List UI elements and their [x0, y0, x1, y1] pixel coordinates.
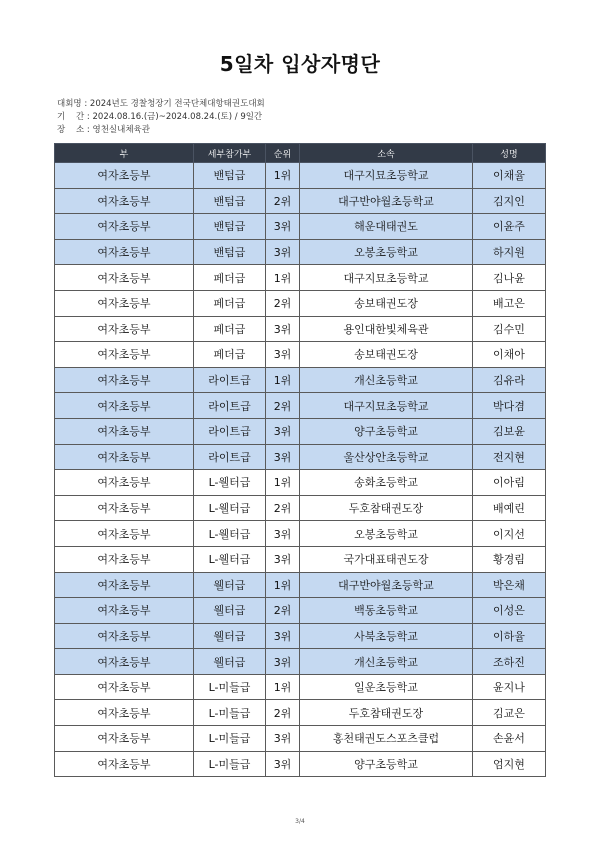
page-title: 5일차 입상자명단	[219, 52, 381, 76]
cell-category: 라이트급	[194, 393, 266, 419]
table-row	[55, 572, 546, 598]
cell-rank: 2위	[266, 393, 300, 419]
cell-category: 밴텀급	[194, 239, 266, 265]
cell-name: 손윤서	[473, 726, 546, 752]
cell-affiliation: 국가대표태권도장	[300, 546, 473, 572]
cell-division: 여자초등부	[55, 674, 194, 700]
cell-name: 이채율	[473, 163, 546, 189]
cell-rank: 2위	[266, 290, 300, 316]
cell-division: 여자초등부	[55, 316, 194, 342]
cell-name: 김유라	[473, 367, 546, 393]
cell-affiliation: 대구지묘초등학교	[300, 265, 473, 291]
cell-name: 배예린	[473, 495, 546, 521]
cell-rank: 1위	[266, 367, 300, 393]
table-row	[55, 214, 546, 240]
cell-division: 여자초등부	[55, 598, 194, 624]
cell-division: 여자초등부	[55, 367, 194, 393]
cell-rank: 3위	[266, 649, 300, 675]
venue-label: 장 소 :	[57, 125, 90, 135]
cell-name: 박다겸	[473, 393, 546, 419]
cell-category: L-미들급	[194, 726, 266, 752]
cell-division: 여자초등부	[55, 239, 194, 265]
competition-info	[57, 97, 265, 109]
cell-affiliation: 대구지묘초등학교	[300, 393, 473, 419]
cell-rank: 3위	[266, 418, 300, 444]
page-number: 3/4	[295, 818, 305, 825]
cell-category: L-미들급	[194, 700, 266, 726]
cell-category: L-웰터급	[194, 521, 266, 547]
cell-affiliation: 개신초등학교	[300, 367, 473, 393]
cell-rank: 3위	[266, 239, 300, 265]
cell-division: 여자초등부	[55, 444, 194, 470]
cell-rank: 1위	[266, 572, 300, 598]
cell-affiliation: 백동초등학교	[300, 598, 473, 624]
cell-affiliation: 대구지묘초등학교	[300, 163, 473, 189]
cell-category: L-미들급	[194, 674, 266, 700]
header-rank: 순위	[266, 144, 300, 163]
cell-rank: 1위	[266, 674, 300, 700]
cell-category: 라이트급	[194, 367, 266, 393]
cell-affiliation: 오봉초등학교	[300, 521, 473, 547]
cell-division: 여자초등부	[55, 649, 194, 675]
table-row	[55, 290, 546, 316]
cell-name: 조하진	[473, 649, 546, 675]
cell-affiliation: 일운초등학교	[300, 674, 473, 700]
table-row	[55, 521, 546, 547]
cell-rank: 3위	[266, 521, 300, 547]
cell-division: 여자초등부	[55, 214, 194, 240]
cell-rank: 1위	[266, 265, 300, 291]
table-row	[55, 367, 546, 393]
period-label: 기 간 :	[57, 112, 90, 122]
cell-category: 밴텀급	[194, 163, 266, 189]
cell-name: 박은채	[473, 572, 546, 598]
cell-affiliation: 오봉초등학교	[300, 239, 473, 265]
cell-name: 김지인	[473, 188, 546, 214]
cell-name: 김수민	[473, 316, 546, 342]
cell-category: L-웰터급	[194, 470, 266, 496]
table-row	[55, 598, 546, 624]
cell-rank: 3위	[266, 444, 300, 470]
cell-rank: 1위	[266, 470, 300, 496]
table-row	[55, 546, 546, 572]
cell-name: 이하율	[473, 623, 546, 649]
cell-name: 이지선	[473, 521, 546, 547]
table-row	[55, 649, 546, 675]
header-category: 세부참가부	[194, 144, 266, 163]
cell-name: 엄지현	[473, 751, 546, 777]
cell-rank: 3위	[266, 316, 300, 342]
cell-name: 이윤주	[473, 214, 546, 240]
table-row	[55, 751, 546, 777]
table-row	[55, 239, 546, 265]
table-row	[55, 342, 546, 368]
cell-division: 여자초등부	[55, 418, 194, 444]
cell-division: 여자초등부	[55, 700, 194, 726]
cell-rank: 3위	[266, 546, 300, 572]
results-table	[54, 143, 546, 777]
cell-category: 페더급	[194, 290, 266, 316]
cell-category: 웰터급	[194, 623, 266, 649]
cell-affiliation: 대구반야월초등학교	[300, 188, 473, 214]
competition-label: 대회명 :	[57, 99, 88, 109]
competition-name: 2024년도 경찰청장기 전국단체대항태권도대회	[89, 99, 265, 109]
period-value: 2024.08.16.(금)~2024.08.24.(토) / 9일간	[92, 112, 263, 122]
results-body	[55, 163, 546, 777]
cell-rank: 2위	[266, 188, 300, 214]
cell-division: 여자초등부	[55, 342, 194, 368]
table-row	[55, 495, 546, 521]
cell-rank: 3위	[266, 726, 300, 752]
cell-division: 여자초등부	[55, 751, 194, 777]
cell-affiliation: 송보태권도장	[300, 290, 473, 316]
cell-category: 밴텀급	[194, 214, 266, 240]
header-name: 성명	[473, 144, 546, 163]
cell-name: 이아림	[473, 470, 546, 496]
cell-division: 여자초등부	[55, 546, 194, 572]
cell-category: L-웰터급	[194, 546, 266, 572]
cell-affiliation: 개신초등학교	[300, 649, 473, 675]
cell-name: 이채아	[473, 342, 546, 368]
cell-category: 웰터급	[194, 649, 266, 675]
cell-division: 여자초등부	[55, 572, 194, 598]
cell-name: 배고은	[473, 290, 546, 316]
cell-category: 라이트급	[194, 418, 266, 444]
cell-division: 여자초등부	[55, 623, 194, 649]
venue-value: 영천실내체육관	[92, 125, 150, 135]
table-row	[55, 393, 546, 419]
cell-rank: 2위	[266, 495, 300, 521]
venue-info	[57, 123, 150, 135]
table-row	[55, 418, 546, 444]
cell-affiliation: 홍천태권도스포츠클럽	[300, 726, 473, 752]
cell-rank: 3위	[266, 623, 300, 649]
cell-affiliation: 송보태권도장	[300, 342, 473, 368]
cell-category: 웰터급	[194, 598, 266, 624]
cell-name: 김교은	[473, 700, 546, 726]
cell-division: 여자초등부	[55, 521, 194, 547]
cell-name: 윤지나	[473, 674, 546, 700]
cell-category: L-미들급	[194, 751, 266, 777]
cell-name: 하지원	[473, 239, 546, 265]
cell-division: 여자초등부	[55, 726, 194, 752]
cell-rank: 3위	[266, 751, 300, 777]
cell-affiliation: 두호참태권도장	[300, 700, 473, 726]
cell-affiliation: 양구초등학교	[300, 418, 473, 444]
cell-division: 여자초등부	[55, 495, 194, 521]
cell-division: 여자초등부	[55, 393, 194, 419]
cell-category: 밴텀급	[194, 188, 266, 214]
cell-category: 페더급	[194, 265, 266, 291]
table-row	[55, 470, 546, 496]
cell-name: 황경림	[473, 546, 546, 572]
cell-division: 여자초등부	[55, 470, 194, 496]
cell-rank: 1위	[266, 163, 300, 189]
cell-rank: 3위	[266, 342, 300, 368]
cell-division: 여자초등부	[55, 265, 194, 291]
table-row	[55, 623, 546, 649]
cell-affiliation: 두호참태권도장	[300, 495, 473, 521]
cell-rank: 2위	[266, 598, 300, 624]
cell-division: 여자초등부	[55, 188, 194, 214]
cell-affiliation: 울산상안초등학교	[300, 444, 473, 470]
cell-category: L-웰터급	[194, 495, 266, 521]
table-row	[55, 188, 546, 214]
cell-affiliation: 해운대태권도	[300, 214, 473, 240]
cell-category: 페더급	[194, 316, 266, 342]
header-division: 부	[55, 144, 194, 163]
table-header-row	[55, 144, 546, 163]
cell-name: 전지현	[473, 444, 546, 470]
table-row	[55, 163, 546, 189]
table-row	[55, 726, 546, 752]
cell-category: 페더급	[194, 342, 266, 368]
header-affiliation: 소속	[300, 144, 473, 163]
cell-rank: 2위	[266, 700, 300, 726]
table-row	[55, 674, 546, 700]
cell-name: 이성은	[473, 598, 546, 624]
cell-category: 웰터급	[194, 572, 266, 598]
cell-name: 김나윤	[473, 265, 546, 291]
period-info	[57, 110, 262, 122]
cell-affiliation: 용인대한빛체육관	[300, 316, 473, 342]
table-row	[55, 316, 546, 342]
cell-division: 여자초등부	[55, 290, 194, 316]
cell-affiliation: 대구반야월초등학교	[300, 572, 473, 598]
cell-division: 여자초등부	[55, 163, 194, 189]
cell-affiliation: 송화초등학교	[300, 470, 473, 496]
table-row	[55, 700, 546, 726]
cell-name: 김보윤	[473, 418, 546, 444]
cell-category: 라이트급	[194, 444, 266, 470]
table-row	[55, 265, 546, 291]
table-row	[55, 444, 546, 470]
cell-affiliation: 사북초등학교	[300, 623, 473, 649]
cell-rank: 3위	[266, 214, 300, 240]
cell-affiliation: 양구초등학교	[300, 751, 473, 777]
